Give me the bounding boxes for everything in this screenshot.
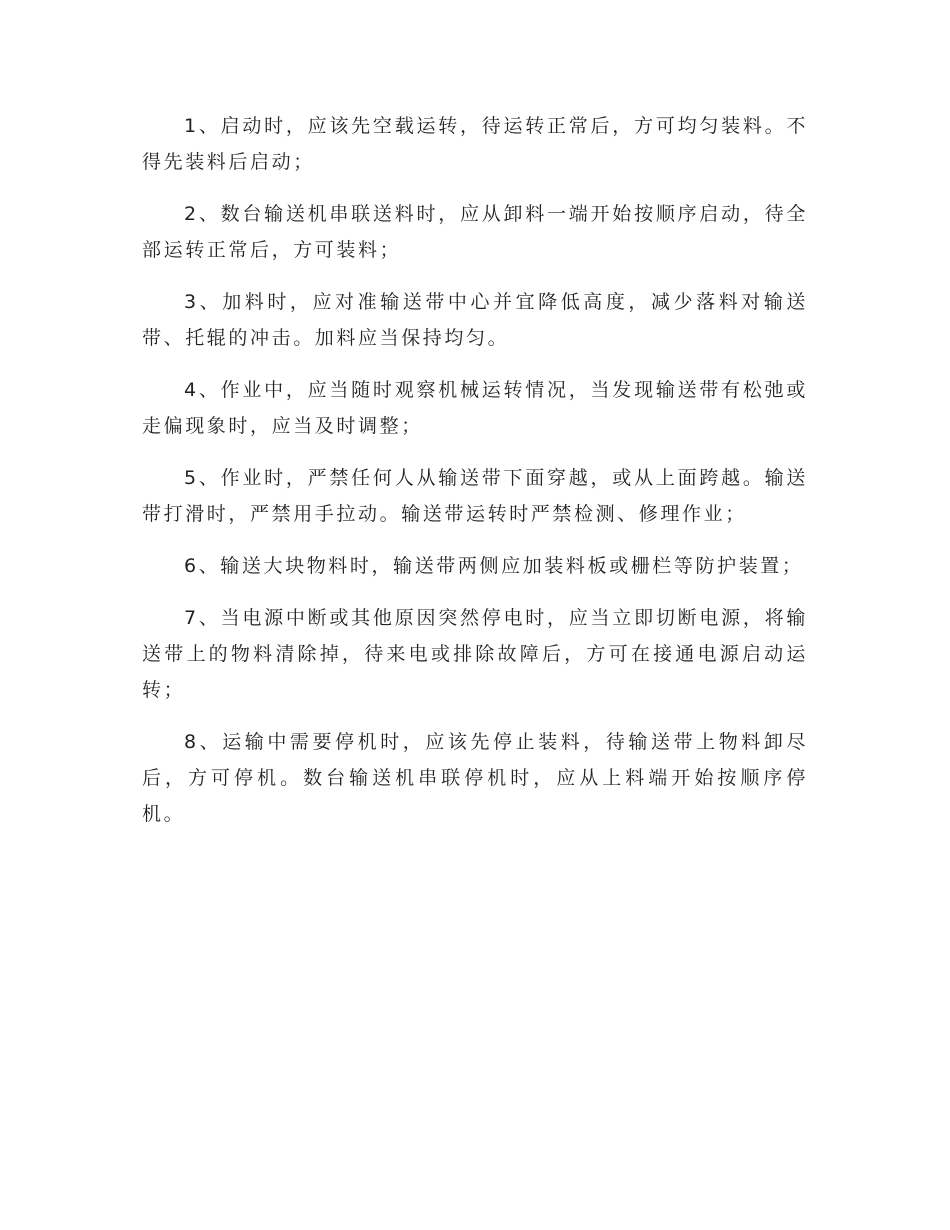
- paragraph-1: 1、启动时，应该先空载运转，待运转正常后，方可均匀装料。不得先装料后启动；: [142, 115, 808, 173]
- paragraph-4: 4、作业中，应当随时观察机械运转情况，当发现输送带有松弛或走偏现象时，应当及时调整；: [142, 379, 808, 437]
- paragraph-5: 5、作业时，严禁任何人从输送带下面穿越，或从上面跨越。输送带打滑时，严禁用手拉动。输送带运转时严禁检测、修理作业；: [142, 467, 808, 525]
- paragraph-8: 8、运输中需要停机时，应该先停止装料，待输送带上物料卸尽后，方可停机。数台输送机串联停机时，应从上料端开始按顺序停机。: [142, 731, 808, 825]
- paragraph-3: 3、加料时，应对准输送带中心并宜降低高度，减少落料对输送带、托辊的冲击。加料应当保持均匀。: [142, 291, 808, 349]
- document-body: [142, 108, 808, 848]
- paragraph-6: 6、输送大块物料时，输送带两侧应加装料板或栅栏等防护装置；: [184, 555, 804, 577]
- paragraph-2: 2、数台输送机串联送料时，应从卸料一端开始按顺序启动，待全部运转正常后，方可装料；: [142, 203, 808, 261]
- paragraph-7: 7、当电源中断或其他原因突然停电时，应当立即切断电源，将输送带上的物料清除掉，待来电或排除故障后，方可在接通电源启动运转；: [142, 607, 808, 701]
